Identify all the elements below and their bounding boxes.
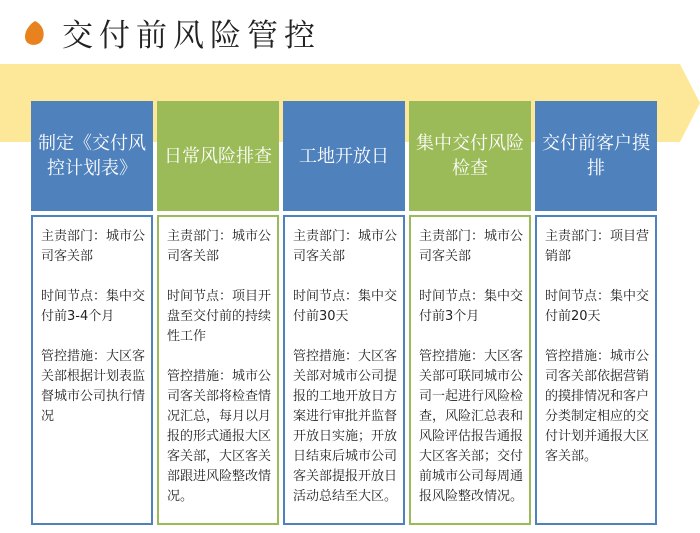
responsible-dept: 主责部门：城市公司客关部	[419, 229, 524, 264]
responsible-dept: 主责部门：城市公司客关部	[167, 229, 272, 264]
column-body	[409, 215, 531, 525]
column-header: 制定《交付风控计划表》	[31, 101, 153, 211]
time-node: 时间节点：集中交付前3-4个月	[41, 289, 146, 324]
control-measure: 管控措施：大区客关部根据计划表监督城市公司执行情况	[41, 349, 146, 424]
leaf-icon	[24, 20, 46, 46]
time-node: 时间节点：集中交付前30天	[293, 289, 398, 324]
column-header: 工地开放日	[283, 101, 405, 211]
column-5	[535, 101, 657, 525]
control-measure: 管控措施：大区客关部对城市公司提报的工地开放日方案进行审批并监督开放日实施；开放日结束后城市公司客关部提报开放日活动总结至大区。	[293, 349, 398, 504]
control-measure: 管控措施：城市公司客关部将检查情况汇总，每月以月报的形式通报大区客关部，大区客关部跟进风险整改情况。	[167, 369, 272, 504]
column-body	[157, 215, 279, 525]
column-2	[157, 101, 279, 525]
column-body	[283, 215, 405, 525]
column-1	[31, 101, 153, 525]
time-node: 时间节点：集中交付前20天	[545, 289, 650, 324]
column-3	[283, 101, 405, 525]
column-header: 日常风险排查	[157, 101, 279, 211]
title-bar	[0, 0, 700, 60]
responsible-dept: 主责部门：城市公司客关部	[41, 229, 146, 264]
column-body	[31, 215, 153, 525]
time-node: 时间节点：集中交付前3个月	[419, 289, 524, 324]
column-4	[409, 101, 531, 525]
responsible-dept: 主责部门：城市公司客关部	[293, 229, 398, 264]
column-header: 交付前客户摸排	[535, 101, 657, 211]
control-measure: 管控措施：城市公司客关部依据营销的摸排情况和客户分类制定相应的交付计划并通报大区客关部。	[545, 349, 650, 464]
time-node: 时间节点：项目开盘至交付前的持续性工作	[167, 289, 272, 344]
column-header: 集中交付风险检查	[409, 101, 531, 211]
responsible-dept: 主责部门：项目营销部	[545, 229, 650, 264]
control-measure: 管控措施：大区客关部可联同城市公司一起进行风险检查，风险汇总表和风险评估报告通报大区客关部；交付前城市公司每周通报风险整改情况。	[419, 349, 524, 504]
column-body	[535, 215, 657, 525]
page-title: 交付前风险管控	[62, 18, 321, 54]
